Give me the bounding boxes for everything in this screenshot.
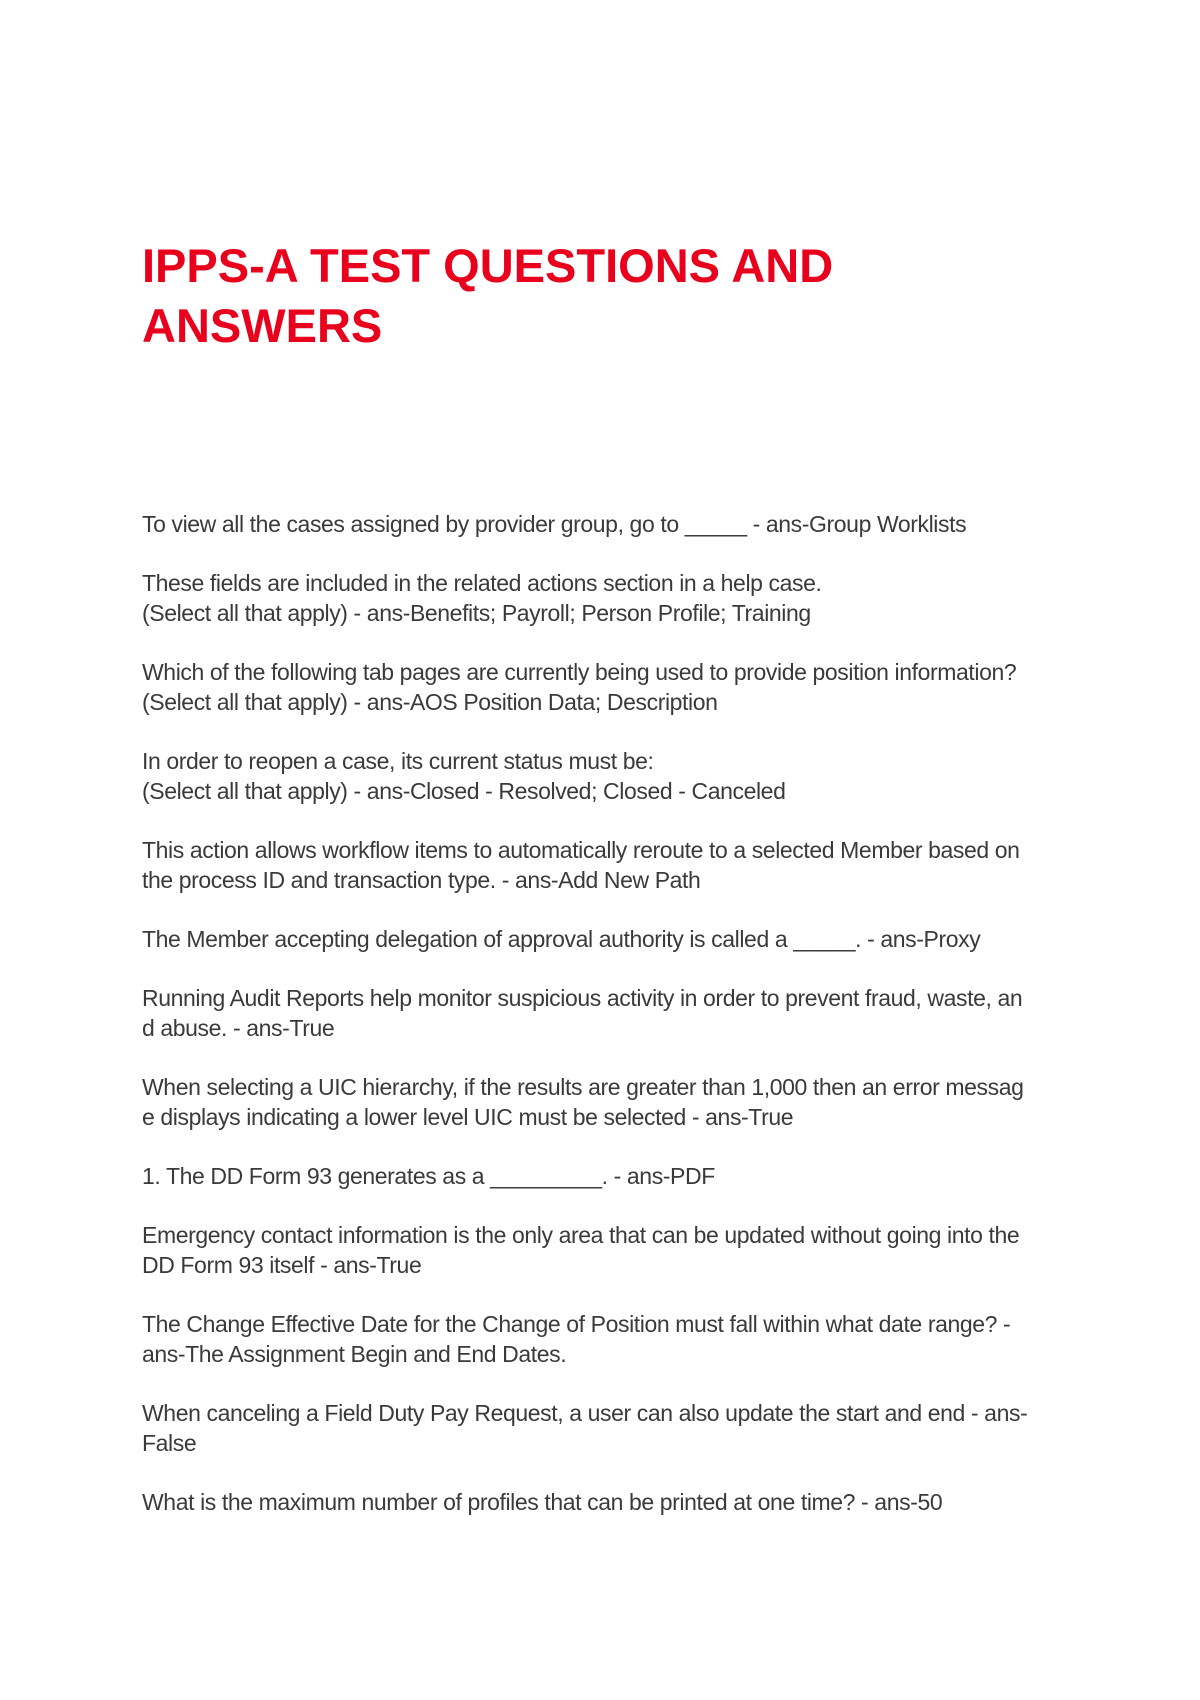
question-item: The Member accepting delegation of approval authority is called a _____. - ans-Proxy bbox=[142, 926, 981, 952]
question-item: 1. The DD Form 93 generates as a _________. - ans-PDF bbox=[142, 1163, 715, 1189]
question-list bbox=[142, 509, 1082, 1546]
document-title bbox=[142, 236, 1042, 356]
question-item: Which of the following tab pages are currently being used to provide position information? (Select all that apply) - ans-AOS Position Data; Description bbox=[142, 659, 1017, 715]
question-item: Emergency contact information is the only area that can be updated without going into the DD Form 93 itself - ans-True bbox=[142, 1222, 1020, 1278]
question-item: In order to reopen a case, its current status must be: (Select all that apply) - ans-Closed - Resolved; Closed - Canceled bbox=[142, 748, 786, 804]
title-line-2: ANSWERS bbox=[142, 299, 383, 352]
question-item: This action allows workflow items to automatically reroute to a selected Member based on the process ID and transaction type. - ans-Add New Path bbox=[142, 837, 1020, 893]
question-item: What is the maximum number of profiles that can be printed at one time? - ans-50 bbox=[142, 1489, 943, 1515]
question-item: To view all the cases assigned by provider group, go to _____ - ans-Group Worklists bbox=[142, 511, 967, 537]
question-item: When selecting a UIC hierarchy, if the results are greater than 1,000 then an error messag e displays indicating a lower level UIC must be selected - ans-True bbox=[142, 1074, 1024, 1130]
title-line-1: IPPS-A TEST QUESTIONS AND bbox=[142, 239, 834, 292]
question-item: The Change Effective Date for the Change of Position must fall within what date range? - ans-The Assignment Begin and End Dates. bbox=[142, 1311, 1011, 1367]
question-item: Running Audit Reports help monitor suspicious activity in order to prevent fraud, waste, an d abuse. - ans-True bbox=[142, 985, 1023, 1041]
question-item: These fields are included in the related actions section in a help case. (Select all that apply) - ans-Benefits; Payroll; Person Profile; Training bbox=[142, 570, 822, 626]
question-item: When canceling a Field Duty Pay Request, a user can also update the start and end - ans- False bbox=[142, 1400, 1028, 1456]
